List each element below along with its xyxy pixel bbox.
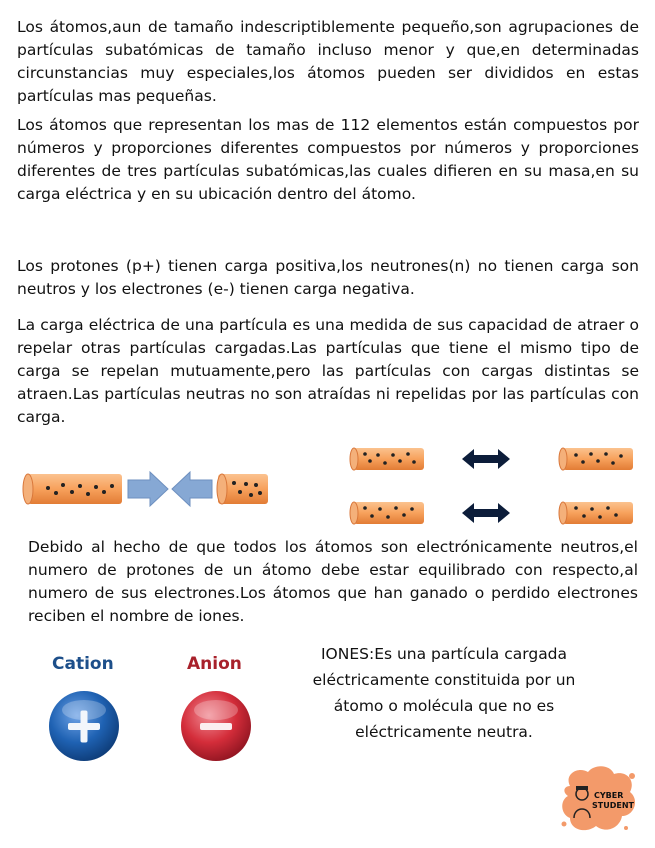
anion-icon — [178, 688, 254, 764]
cyber-student-logo — [556, 762, 642, 838]
particle-cylinder-bottom-left — [350, 502, 424, 524]
particle-cylinder-top-left — [350, 448, 424, 470]
attraction-diagram — [22, 468, 272, 512]
paragraph-electric-charge: La carga eléctrica de una partícula es una medida de sus capacidad de atraer o repelar otras partículas cargadas.Las partículas que tiene el mismo tipo de carga se repelan mutuamente,pero las partículas con cargas distintas se atraen.Las partículas neutras no son atraídas ni repelidas por las partículas con carga. — [17, 316, 639, 426]
logo-text-line2: STUDENT — [592, 801, 634, 810]
anion-label: Anion — [187, 654, 242, 674]
double-arrow-bottom-icon — [462, 503, 510, 523]
particle-cylinder-top-right — [559, 448, 633, 470]
double-arrow-top-icon — [462, 449, 510, 469]
arrow-right-icon — [128, 472, 168, 506]
repulsion-diagram — [348, 442, 640, 532]
logo-text-line1: CYBER — [594, 791, 624, 800]
cation-icon — [46, 688, 122, 764]
paragraph-subatomic-particles: Los átomos que representan los mas de 112 elementos están compuestos por números y proporciones diferentes compuestos por números y proporciones diferentes de tres partículas subatómicas,las cuales difieren en su masa,en su carga eléctrica y en su ubicación dentro del átomo. — [17, 116, 639, 203]
arrow-left-icon — [172, 472, 212, 506]
particle-cylinder-bottom-right — [559, 502, 633, 524]
paragraph-ions-definition: IONES:Es una partícula cargada eléctricamente constituida por un átomo o molécula que no es eléctricamente neutra. — [312, 645, 576, 741]
paragraph-atoms-intro: Los átomos,aun de tamaño indescriptiblemente pequeño,son agrupaciones de partículas subatómicas de tamaño incluso menor y que,en determinadas circunstancias muy especiales,los átomos pueden ser divididos en estas partículas mas pequeñas. — [17, 18, 639, 105]
particle-cylinder-right — [217, 474, 268, 504]
cation-label: Cation — [52, 654, 114, 674]
particle-cylinder-left — [23, 474, 122, 504]
paragraph-charges: Los protones (p+) tienen carga positiva,los neutrones(n) no tienen carga son neutros y los electrones (e-) tienen carga negativa. — [17, 257, 639, 298]
paragraph-ions-formation: Debido al hecho de que todos los átomos son electrónicamente neutros,el numero de protones de un átomo debe estar equilibrado con respecto,al numero de sus electrones.Los átomos que han ganado o perdido electrones reciben el nombre de iones. — [28, 538, 638, 625]
